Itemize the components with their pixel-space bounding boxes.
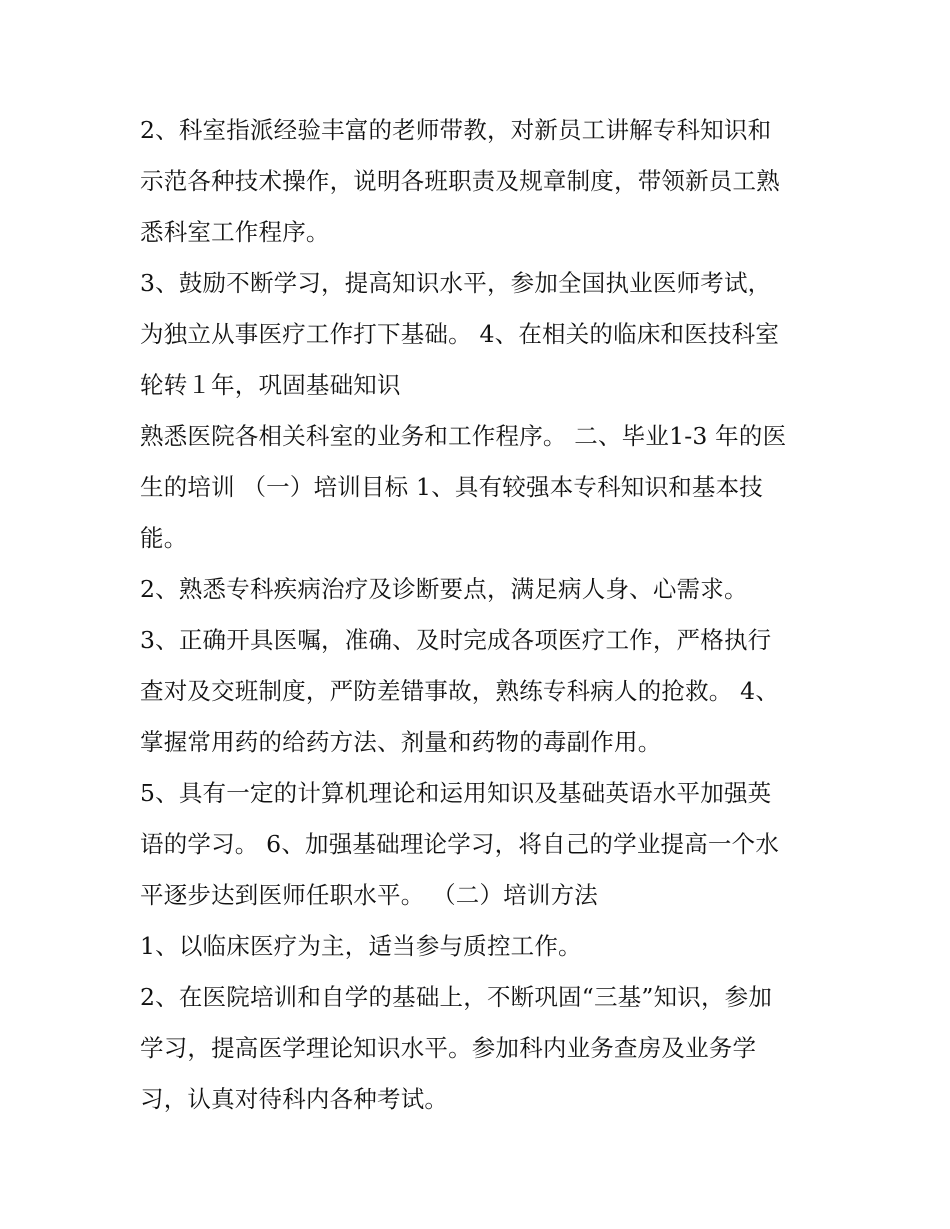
text-line: 2、在医院培训和自学的基础上，不断巩固“三基”知识，参加 (140, 983, 773, 1011)
text-line: 1、以临床医疗为主，适当参与质控工作。 (140, 932, 582, 960)
text-line: 示范各种技术操作，说明各班职责及规章制度，带领新员工熟 (140, 167, 780, 195)
text-line: 熟悉医院各相关科室的业务和工作程序。 二、毕业1-3 年的医 (140, 422, 787, 450)
text-line: 语的学习。 6、加强基础理论学习，将自己的学业提高一个水 (140, 830, 780, 858)
text-line: 2、熟悉专科疾病治疗及诊断要点，满足病人身、心需求。 (140, 575, 748, 603)
text-line: 能。 (140, 524, 188, 552)
text-line: 为独立从事医疗工作打下基础。 4、在相关的临床和医技科室 (140, 320, 780, 348)
text-line: 5、具有一定的计算机理论和运用知识及基础英语水平加强英 (140, 779, 772, 807)
text-line: 悉科室工作程序。 (140, 218, 330, 246)
text-line: 习，认真对待科内各种考试。 (140, 1085, 449, 1113)
text-line: 学习，提高医学理论知识水平。参加科内业务查房及业务学 (140, 1034, 757, 1062)
text-line: 2、科室指派经验丰富的老师带教，对新员工讲解专科知识和 (140, 116, 772, 144)
text-line: 平逐步达到医师任职水平。 （二）培训方法 (140, 881, 598, 909)
text-line: 3、鼓励不断学习，提高知识水平，参加全国执业医师考试， (140, 269, 772, 297)
text-line: 轮转１年，巩固基础知识 (140, 371, 401, 399)
text-line: 查对及交班制度，严防差错事故，熟练专科病人的抢救。 4、 (140, 677, 780, 705)
text-line: 生的培训 （一）培训目标 1、具有较强本专科知识和基本技 (140, 473, 763, 501)
text-line: 掌握常用药的给药方法、剂量和药物的毒副作用。 (140, 728, 662, 756)
text-line: 3、正确开具医嘱，准确、及时完成各项医疗工作，严格执行 (140, 626, 772, 654)
document-body (140, 105, 820, 1125)
